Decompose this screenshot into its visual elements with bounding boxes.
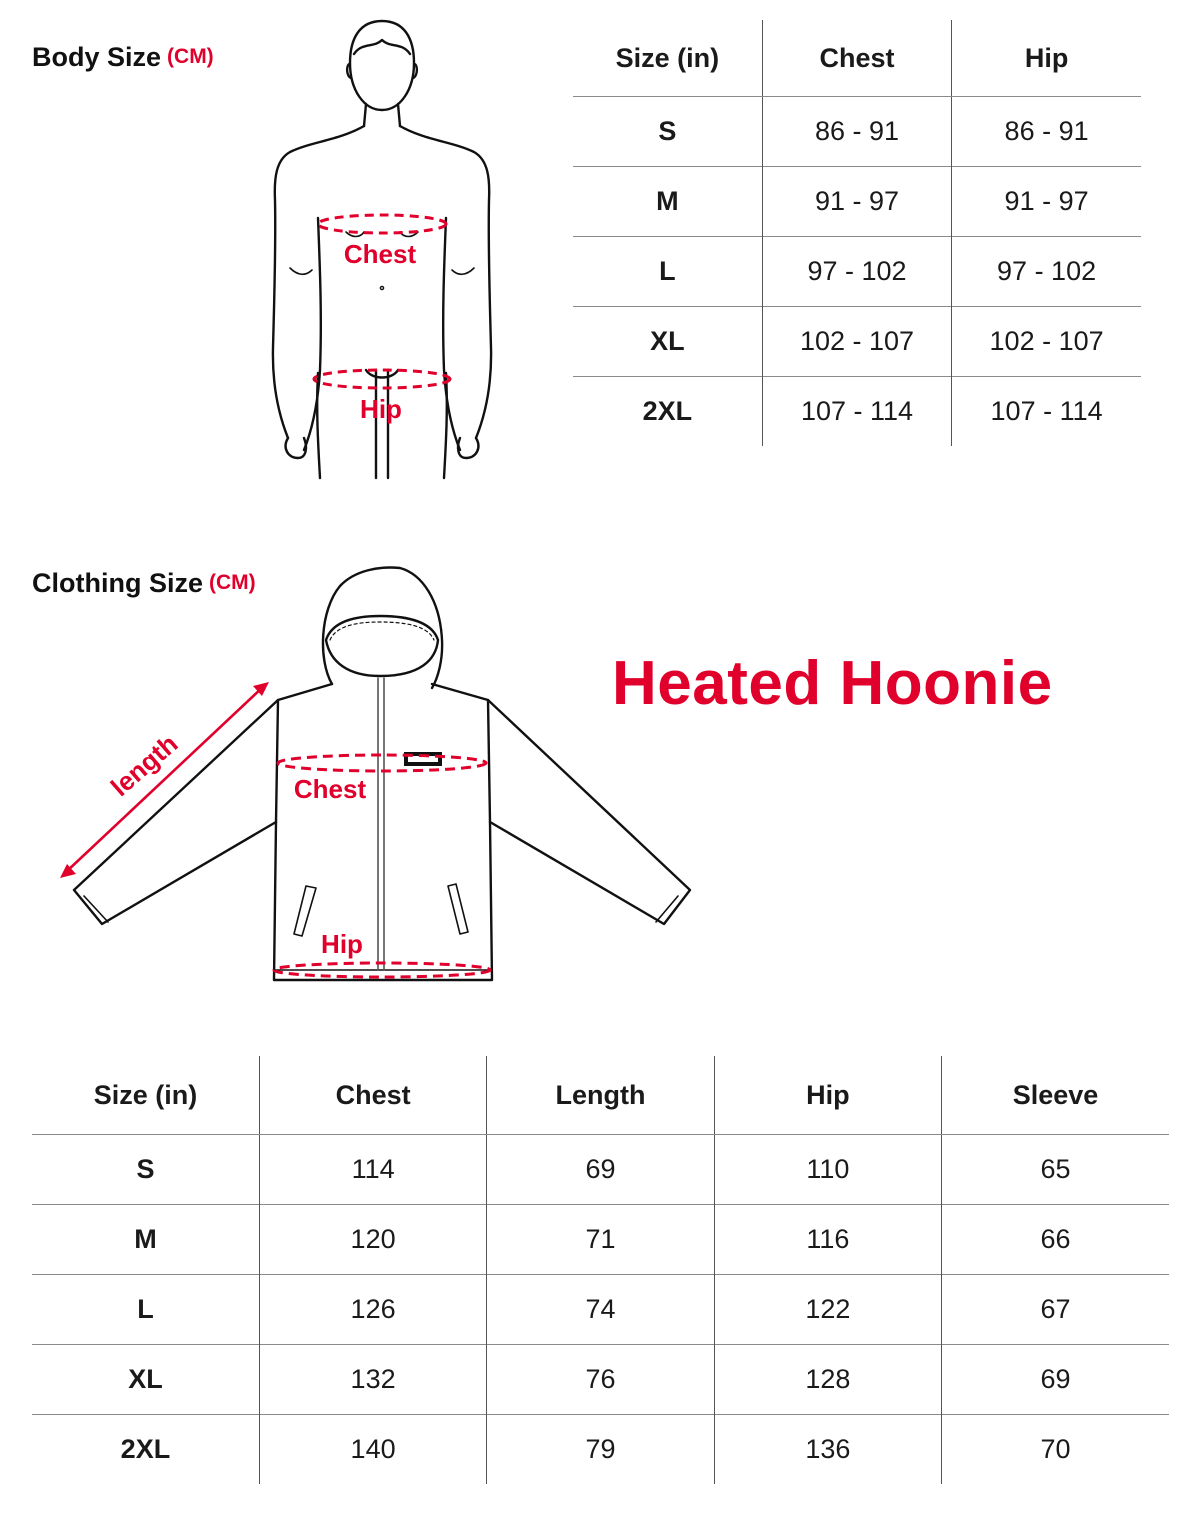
hip-cell: 110 — [714, 1135, 941, 1205]
chest-cell: 120 — [259, 1205, 486, 1275]
clothing-size-heading-text: Clothing Size — [32, 568, 203, 598]
chest-cell: 126 — [259, 1275, 486, 1345]
sleeve-cell: 70 — [942, 1415, 1169, 1485]
body-chest-label: Chest — [343, 239, 417, 269]
table-row — [573, 307, 1141, 377]
chest-cell: 86 - 91 — [762, 97, 951, 167]
hip-cell: 86 - 91 — [952, 97, 1141, 167]
body-size-heading — [32, 42, 214, 73]
size-cell: M — [32, 1205, 259, 1275]
clothing-size-table — [32, 1056, 1169, 1484]
hip-cell: 91 - 97 — [952, 167, 1141, 237]
sleeve-cell: 65 — [942, 1135, 1169, 1205]
chest-cell: 107 - 114 — [762, 377, 951, 447]
header-chest: Chest — [762, 20, 951, 97]
size-cell: L — [32, 1275, 259, 1345]
size-cell: S — [658, 116, 677, 146]
length-cell: 79 — [487, 1415, 714, 1485]
header-chest: Chest — [259, 1056, 486, 1135]
size-cell: XL — [32, 1345, 259, 1415]
table-header-row — [573, 20, 1141, 97]
hip-cell: 102 - 107 — [952, 307, 1141, 377]
table-row — [573, 97, 1141, 167]
table-row — [573, 237, 1141, 307]
size-cell: S — [136, 1154, 155, 1184]
table-row — [32, 1415, 1169, 1485]
body-size-unit: (CM) — [167, 45, 214, 68]
table-header-row — [32, 1056, 1169, 1135]
body-hip-label: Hip — [360, 394, 402, 424]
cloth-hip-label: Hip — [321, 929, 363, 959]
size-cell: XL — [573, 307, 762, 377]
table-row — [32, 1345, 1169, 1415]
length-cell: 69 — [487, 1135, 714, 1205]
chest-cell: 114 — [259, 1135, 486, 1205]
header-hip: Hip — [952, 20, 1141, 97]
hoodie-outline-icon — [50, 560, 700, 990]
header-hip: Hip — [714, 1056, 941, 1135]
size-cell: 2XL — [573, 377, 762, 447]
body-outline-icon — [262, 18, 502, 480]
table-row — [32, 1275, 1169, 1345]
chest-cell: 102 - 107 — [762, 307, 951, 377]
hip-cell: 136 — [714, 1415, 941, 1485]
cloth-chest-label: Chest — [293, 774, 367, 804]
length-cell: 76 — [487, 1345, 714, 1415]
hip-cell: 128 — [714, 1345, 941, 1415]
header-length: Length — [487, 1056, 714, 1135]
clothing-size-unit: (CM) — [209, 571, 256, 594]
size-cell: 2XL — [32, 1415, 259, 1485]
length-cell: 71 — [487, 1205, 714, 1275]
hip-cell: 116 — [714, 1205, 941, 1275]
hip-cell: 107 - 114 — [952, 377, 1141, 447]
size-cell: M — [573, 167, 762, 237]
body-size-table — [573, 20, 1141, 446]
sleeve-cell: 67 — [942, 1275, 1169, 1345]
table-row — [573, 377, 1141, 447]
table-row — [573, 167, 1141, 237]
chest-cell: 132 — [259, 1345, 486, 1415]
header-size: Size (in) — [573, 20, 762, 97]
hip-cell: 122 — [714, 1275, 941, 1345]
table-row — [32, 1205, 1169, 1275]
sleeve-cell: 69 — [942, 1345, 1169, 1415]
hip-cell: 97 - 102 — [952, 237, 1141, 307]
header-sleeve: Sleeve — [942, 1056, 1169, 1135]
chest-cell: 97 - 102 — [762, 237, 951, 307]
sleeve-cell: 66 — [942, 1205, 1169, 1275]
chest-cell: 140 — [259, 1415, 486, 1485]
size-cell: L — [573, 237, 762, 307]
table-row — [32, 1135, 1169, 1205]
product-title: Heated Hoonie — [612, 649, 1053, 718]
chest-cell: 91 - 97 — [762, 167, 951, 237]
body-size-heading-text: Body Size — [32, 42, 162, 72]
length-cell: 74 — [487, 1275, 714, 1345]
length-label: length — [104, 728, 184, 803]
header-size: Size (in) — [32, 1056, 259, 1135]
